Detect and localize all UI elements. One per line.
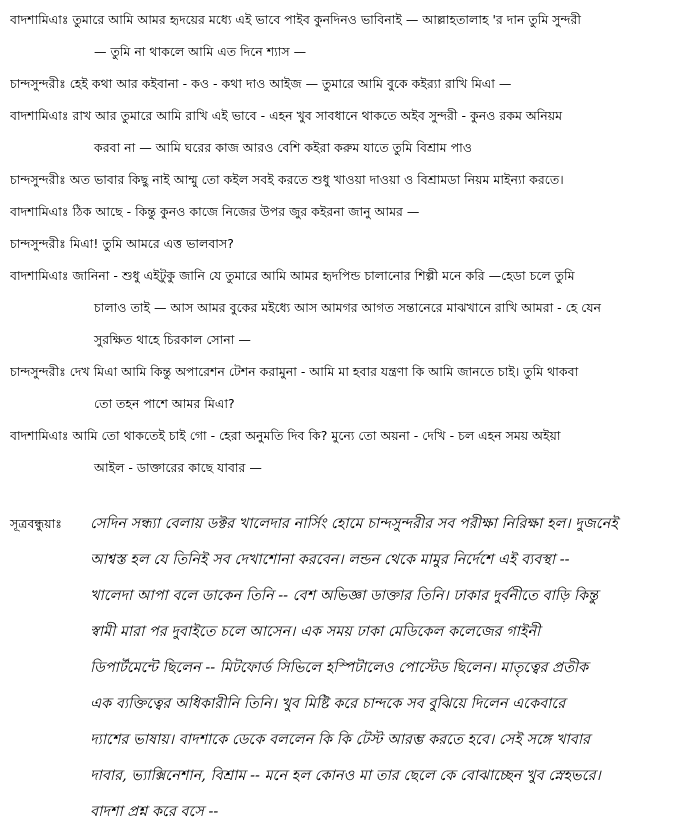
dialogue-line: চান্দসুন্দরীঃ অত ভাবার কিছু নাই আম্মু তো কইল সবই করতে শুধু খাওয়া দাওয়া ও বিশ্রামডা নিয়ম মাইন্যা করতে। (10, 172, 564, 187)
dialogue-line: বাদশামিএাঃ আমি তো থাকতেই চাই গো - হেরা অনুমতি দিব কি? মুন্যে তো অয়না - দেখি - চল এহন সময় অইয়া (10, 428, 561, 443)
narration-line: বাদশা প্রশ্ন করে বসে -- (90, 804, 219, 820)
dialogue-line: বাদশামিএাঃ ঠিক আছে - কিন্তু কুনও কাজে নিজের উপর জুর কইরনা জানু আমর — (10, 204, 420, 219)
dialogue-line: চান্দসুন্দরীঃ দেখ মিএা আমি কিন্তু অপারেশন টেশন করামুনা - আমি মা হবার যন্ত্রণা কি আমি জানতে চাই। তুমি থাকবা (10, 364, 579, 379)
narration-line: সেদিন সন্ধ্যা বেলায় ডক্টর খালেদার নার্সিং হোমে চান্দসুন্দরীর সব পরীক্ষা নিরিক্ষা হল। দুজনেই (90, 516, 618, 532)
dialogue-line: চান্দসুন্দরীঃ মিএা! তুমি আমরে এত্ত ভালবাস? (10, 236, 234, 251)
narration-line: ডিপার্টমেন্টে ছিলেন -- মিটফোর্ড সিভিলে হস্পিটালেও পোস্টেড ছিলেন। মাতৃত্বের প্রতীক (90, 660, 589, 676)
dialogue-section (10, 4, 694, 484)
dialogue-line: বাদশামিএাঃ রাখ আর তুমারে আমি রাখি এই ভাবে - এহন খুব সাবধানে থাকতে অইব সুন্দরী - কুনও রকম অনিয়ম (10, 108, 563, 123)
dialogue-line-continuation: — তুমি না থাকলে আমি এত দিনে শ্যাস — (94, 44, 307, 59)
narration-section (10, 506, 694, 830)
narration-line: আশ্বস্ত হল যে তিনিই সব দেখাশোনা করবেন। লন্ডন থেকে মামুর নির্দেশে এই ব্যবস্থা -- (90, 552, 570, 568)
narration-line: খালেদা আপা বলে ডাকেন তিনি -- বেশ অভিজ্ঞা ডাক্তার তিনি। ঢাকার দুর্বনীতে বাড়ি কিন্তু (90, 588, 599, 604)
dialogue-line: বাদশামিএাঃ তুমারে আমি আমর হৃদয়ের মধ্যে এই ভাবে পাইব কুনদিনও ভাবিনাই — আল্লাহতালাহ 'র দান তুমি সুন্দরী (10, 12, 582, 27)
dialogue-line-continuation: আইল - ডাক্তারের কাছে যাবার — (94, 460, 262, 475)
dialogue-line-continuation: চালাও তাই — আস আমর বুকের মইধ্যে আস আমগর আগত সন্তানেরে মাঝখানে রাখি আমরা - হে যেন (94, 300, 602, 315)
dialogue-line-continuation: তো তহন পাশে আমর মিএা? (94, 396, 235, 411)
narration-line: স্বামী মারা পর দুবাইতে চলে আসেন। এক সময় ঢাকা মেডিকেল কলেজের গাইনী (90, 624, 541, 640)
narration-line: দ্যাশের ভাষায়। বাদশাকে ডেকে বললেন কি কি টেস্ট আরম্ভ করতে হবে। সেই সঙ্গে খাবার (90, 732, 591, 748)
dialogue-line-continuation: সুরক্ষিত থাহে চিরকাল সোনা — (94, 332, 251, 347)
narrator-label: সূত্রবন্ধুয়াঃ (10, 516, 62, 531)
narration-line: এক ব্যক্তিত্বের অধিকারীনি তিনি। খুব মিষ্টি করে চান্দকে সব বুঝিয়ে দিলেন একেবারে (90, 696, 566, 712)
dialogue-line-continuation: করবা না — আমি ঘরের কাজ আরও বেশি কইরা করুম যাতে তুমি বিশ্রাম পাও (94, 140, 472, 155)
dialogue-line: বাদশামিএাঃ জানিনা - শুধু এইটুকু জানি যে তুমারে আমি আমর হৃদপিন্ড চালানোর শিল্পী মনে করি —হেডা চলে তুমি (10, 268, 575, 283)
narration-line: দাবার, ভ্যাক্সিনেশান, বিশ্রাম -- মনে হল কোনও মা তার ছেলে কে বোঝাচ্ছেন খুব স্নেহভরে। (90, 768, 601, 784)
dialogue-line: চান্দসুন্দরীঃ হেই কথা আর কইবানা - কও - কথা দাও আইজ — তুমারে আমি বুকে কইর‍্যা রাখি মিএা — (10, 76, 512, 91)
